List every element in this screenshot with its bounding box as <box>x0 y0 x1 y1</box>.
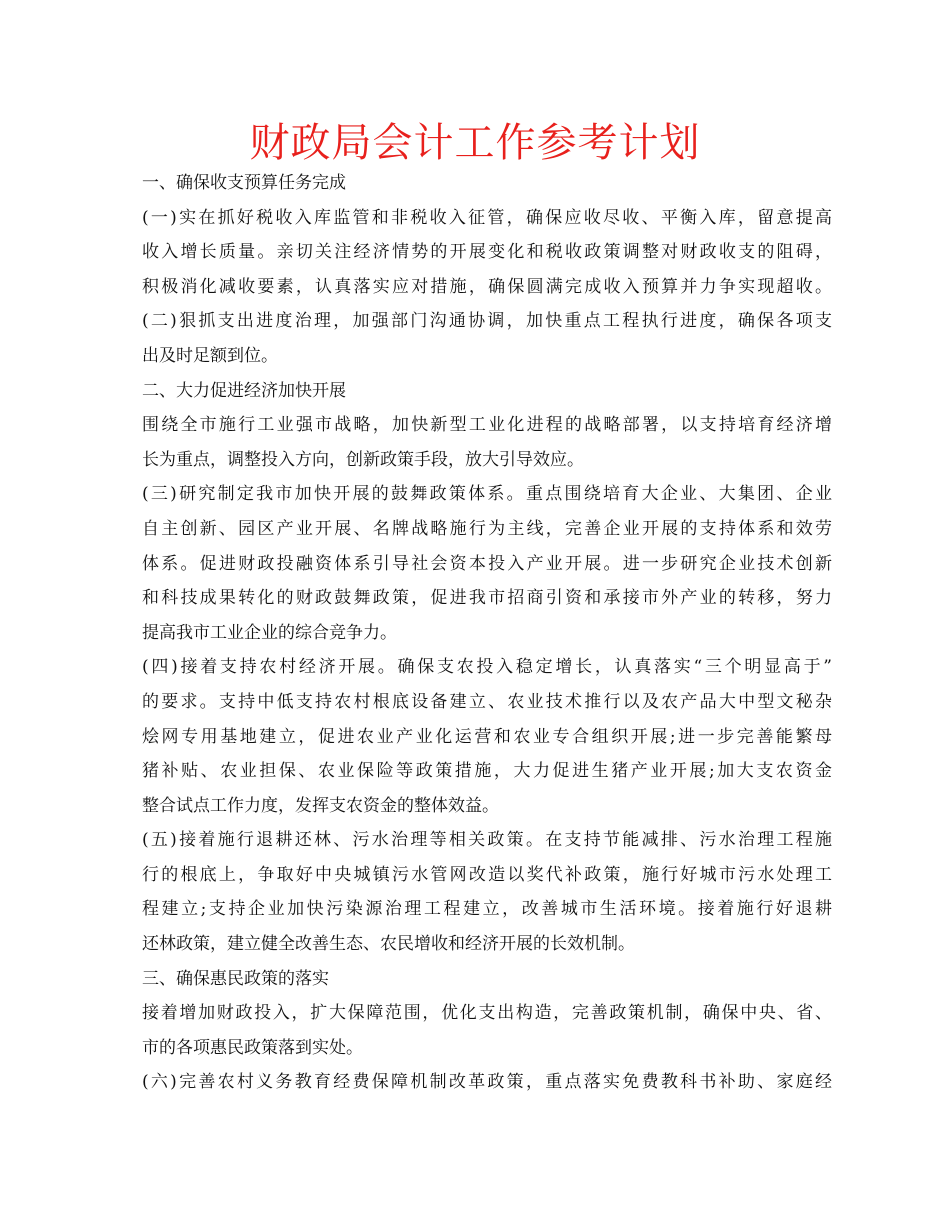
document-line: (四)接着支持农村经济开展。确保支农投入稳定增长，认真落实“三个明显高于” <box>142 657 832 678</box>
document-line: 和科技成果转化的财政鼓舞政策，促进我市招商引资和承接市外产业的转移，努力 <box>142 588 832 609</box>
document-line: 积极消化减收要素，认真落实应对措施，确保圆满完成收入预算并力争实现超收。 <box>142 276 832 297</box>
document-line: 提高我市工业企业的综合竞争力。 <box>142 622 397 643</box>
document-title: 财政局会计工作参考计划 <box>249 120 701 166</box>
document-line: 烩网专用基地建立，促进农业产业化运营和农业专合组织开展;进一步完善能繁母 <box>142 726 832 747</box>
document-line: 程建立;支持企业加快污染源治理工程建立，改善城市生活环境。接着施行好退耕 <box>142 899 832 920</box>
document-line: 二、大力促进经济加快开展 <box>142 380 346 401</box>
document-line: 长为重点，调整投入方向，创新政策手段，放大引导效应。 <box>142 449 584 470</box>
document-line: 三、确保惠民政策的落实 <box>142 968 329 989</box>
document-body <box>142 166 832 1100</box>
document-line: 自主创新、园区产业开展、名牌战略施行为主线，完善企业开展的支持体系和效劳 <box>142 518 832 539</box>
document-line: 的要求。支持中低支持农村根底设备建立、农业技术推行以及农产品大中型文秘杂 <box>142 691 832 712</box>
document-line: 围绕全市施行工业强市战略，加快新型工业化进程的战略部署，以支持培育经济增 <box>142 415 832 436</box>
document-line: (二)狠抓支出进度治理，加强部门沟通协调，加快重点工程执行进度，确保各项支 <box>142 311 832 332</box>
document-line: 市的各项惠民政策落到实处。 <box>142 1037 363 1058</box>
document-line: (六)完善农村义务教育经费保障机制改革政策，重点落实免费教科书补助、家庭经 <box>142 1072 832 1093</box>
document-line: 体系。促进财政投融资体系引导社会资本投入产业开展。进一步研究企业技术创新 <box>142 553 832 574</box>
document-line: (一)实在抓好税收入库监管和非税收入征管，确保应收尽收、平衡入库，留意提高 <box>142 207 832 228</box>
document-line: (五)接着施行退耕还林、污水治理等相关政策。在支持节能减排、污水治理工程施 <box>142 830 832 851</box>
document-line: 整合试点工作力度，发挥支农资金的整体效益。 <box>142 795 499 816</box>
document-line: 接着增加财政投入，扩大保障范围，优化支出构造，完善政策机制，确保中央、省、 <box>142 1003 832 1024</box>
document-line: 行的根底上，争取好中央城镇污水管网改造以奖代补政策，施行好城市污水处理工 <box>142 864 832 885</box>
document-line: 出及时足额到位。 <box>142 345 278 366</box>
document-line: 猪补贴、农业担保、农业保险等政策措施，大力促进生猪产业开展;加大支农资金 <box>142 761 832 782</box>
document-line: 还林政策，建立健全改善生态、农民增收和经济开展的长效机制。 <box>142 934 635 955</box>
document-line: 收入增长质量。亲切关注经济情势的开展变化和税收政策调整对财政收支的阻碍， <box>142 242 832 263</box>
document-line: 一、确保收支预算任务完成 <box>142 173 346 193</box>
document-line: (三)研究制定我市加快开展的鼓舞政策体系。重点围绕培育大企业、大集团、企业 <box>142 484 832 505</box>
